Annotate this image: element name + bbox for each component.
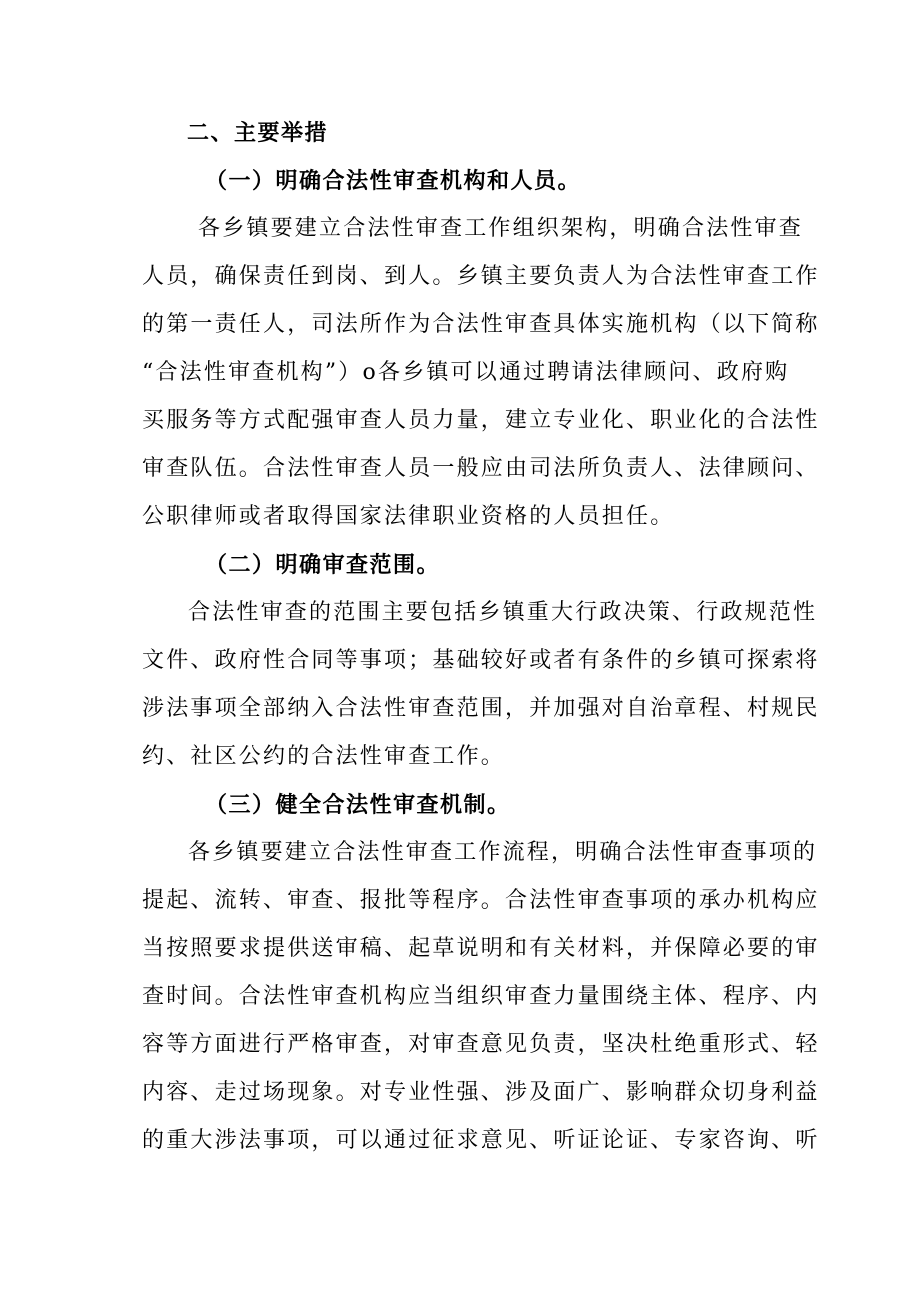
section-title: 二、主要举措 <box>187 120 329 146</box>
paragraph-line: 买服务等方式配强审查人员力量，建立专业化、职业化的合法性 <box>142 408 820 433</box>
subsection-1-heading: （一）明确合法性审查机构和人员。 <box>205 168 582 194</box>
paragraph-line: 约、社区公约的合法性审查工作。 <box>142 744 506 769</box>
paragraph-line: 公职律师或者取得国家法律职业资格的人员担任。 <box>142 504 675 529</box>
paragraph-line: 审查队伍。合法性审查人员一般应由司法所负责人、法律顾问、 <box>142 456 820 481</box>
paragraph-line: 的第一责任人，司法所作为合法性审查具体实施机构（以下简称 <box>142 312 820 337</box>
subsection-3-heading: （三）健全合法性审查机制。 <box>205 792 511 818</box>
paragraph-line: 各乡镇要建立合法性审查工作流程，明确合法性审查事项的 <box>188 840 818 865</box>
paragraph-line: 查时间。合法性审查机构应当组织审查力量围绕主体、程序、内 <box>142 984 820 1009</box>
paragraph-line: 当按照要求提供送审稿、起草说明和有关材料，并保障必要的审 <box>142 936 820 961</box>
subsection-2-heading: （二）明确审查范围。 <box>205 552 441 578</box>
paragraph-line: 的重大涉法事项，可以通过征求意见、听证论证、专家咨询、听 <box>142 1128 820 1153</box>
paragraph-line: 各乡镇要建立合法性审查工作组织架构，明确合法性审查 <box>198 216 804 241</box>
paragraph-line: 人员，确保责任到岗、到人。乡镇主要负责人为合法性审查工作 <box>142 264 820 289</box>
paragraph-line: “合法性审查机构”）o各乡镇可以通过聘请法律顾问、政府购 <box>142 360 790 385</box>
paragraph-line: 提起、流转、审查、报批等程序。合法性审查事项的承办机构应 <box>142 888 820 913</box>
paragraph-line: 涉法事项全部纳入合法性审查范围，并加强对自治章程、村规民 <box>142 696 820 721</box>
paragraph-line: 容等方面进行严格审查，对审查意见负责，坚决杜绝重形式、轻 <box>142 1032 820 1057</box>
paragraph-line: 内容、走过场现象。对专业性强、涉及面广、影响群众切身利益 <box>142 1080 820 1105</box>
paragraph-line: 文件、政府性合同等事项；基础较好或者有条件的乡镇可探索将 <box>142 648 820 673</box>
paragraph-line: 合法性审查的范围主要包括乡镇重大行政决策、行政规范性 <box>188 600 818 625</box>
